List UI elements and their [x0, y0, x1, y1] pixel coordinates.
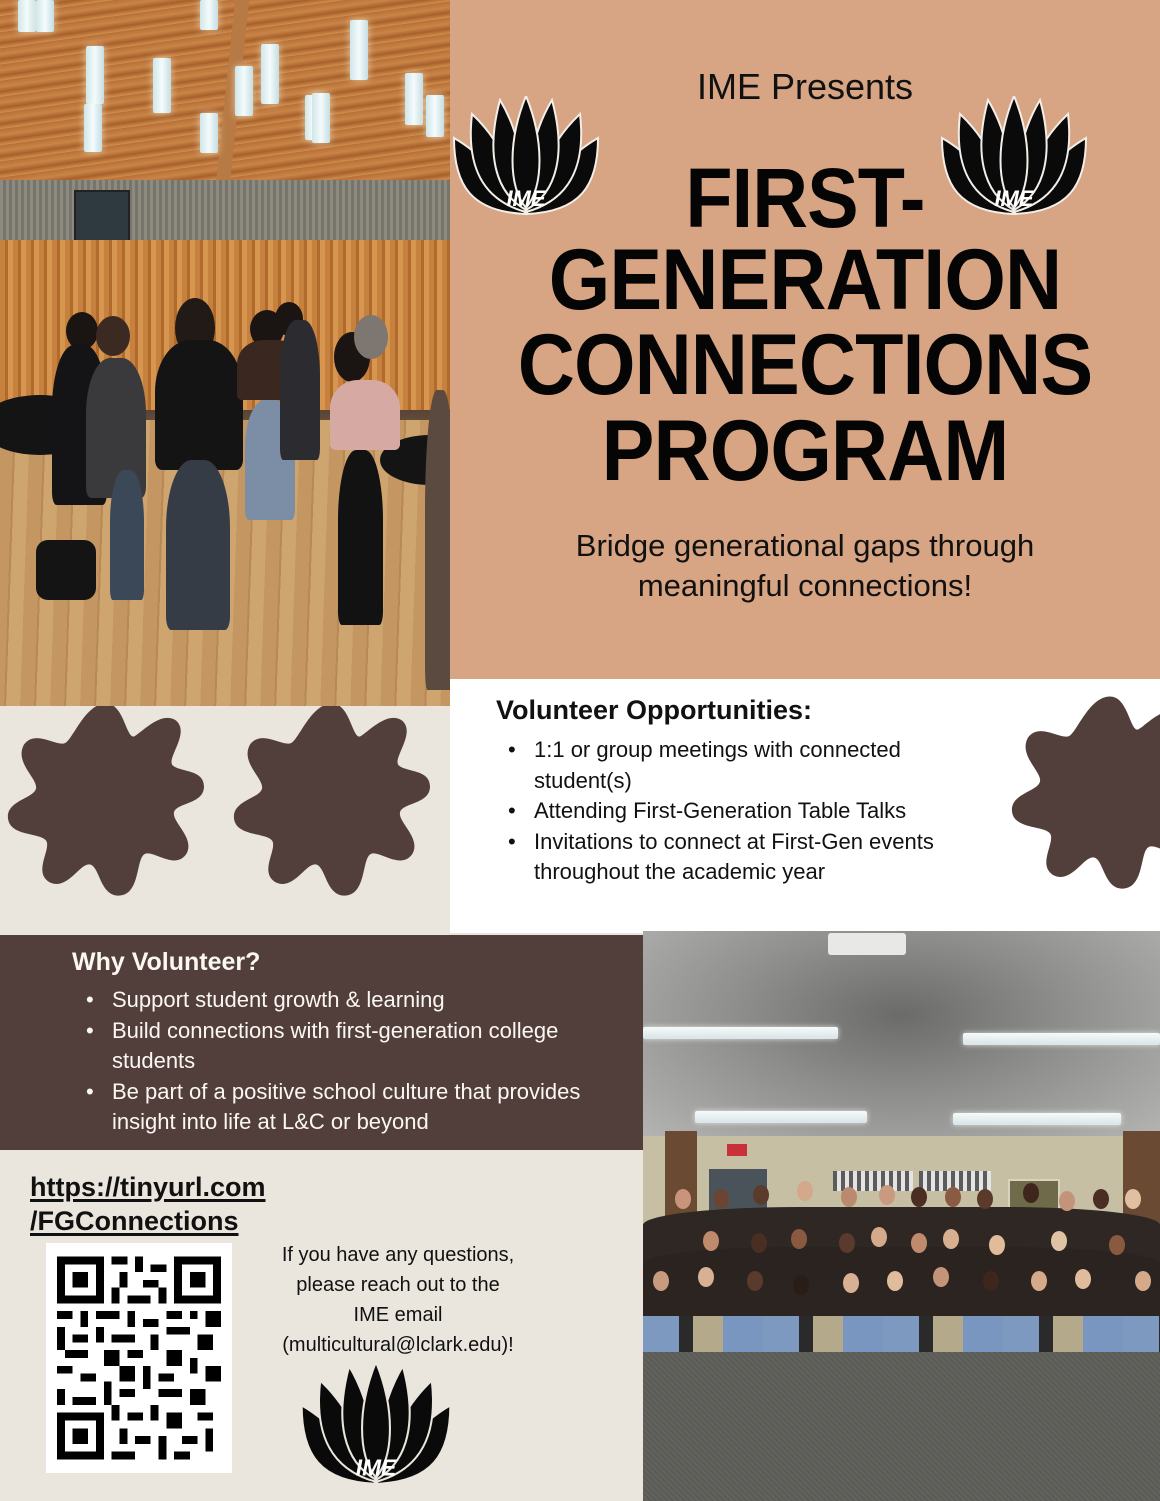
contact-email[interactable]: (multicultural@lclark.edu)!: [282, 1334, 514, 1356]
contact-section: [0, 1150, 643, 1501]
event-photo: [0, 0, 450, 706]
list-item: • 1:1 or group meetings with connected student(s): [508, 735, 968, 796]
list-item: • Support student growth & learning: [86, 985, 626, 1016]
flower-shape-icon: [1010, 689, 1160, 894]
url-line-2: /FGConnections: [30, 1206, 239, 1236]
window: [74, 190, 130, 242]
reasons-list: [86, 985, 626, 1138]
flower-shape-icon: [232, 706, 432, 901]
presenter-label: IME Presents: [696, 66, 914, 107]
url-line-1: https://tinyurl.com: [30, 1172, 266, 1202]
flower-shape-icon: [6, 706, 206, 901]
list-item: • Invitations to connect at First-Gen events throughout the academic year: [508, 827, 968, 888]
signup-link[interactable]: [30, 1170, 266, 1238]
hero-panel: [450, 0, 1160, 679]
tagline-line-2: meaningful connections!: [637, 568, 973, 604]
list-item: • Attending First-Generation Table Talks: [508, 796, 908, 827]
why-volunteer-section: [0, 935, 643, 1150]
svg-text:IME: IME: [506, 186, 546, 211]
title-line-2: GENERATION: [548, 232, 1062, 328]
contact-line-2: please reach out to the: [296, 1274, 500, 1296]
projector: [828, 933, 906, 955]
volunteer-opportunities-section: [450, 679, 1160, 933]
svg-text:IME: IME: [355, 1454, 397, 1481]
svg-text:IME: IME: [994, 186, 1034, 211]
opportunities-list: [508, 735, 968, 888]
decorative-flower-panel: [0, 706, 450, 933]
curtain: [0, 180, 450, 245]
exit-sign: [727, 1144, 747, 1156]
tagline: [450, 526, 1160, 607]
list-item: • Build connections with first-generation college students: [86, 1016, 566, 1077]
list-item: • Be part of a positive school culture that provides insight into life at L&C or beyond: [86, 1077, 606, 1138]
section-heading: Why Volunteer?: [72, 948, 261, 976]
group-photo: [643, 931, 1160, 1501]
contact-line-3: IME email: [353, 1304, 443, 1326]
section-heading: Volunteer Opportunities:: [496, 695, 812, 725]
title-line-1: FIRST-: [685, 151, 925, 245]
title-line-3: CONNECTIONS: [517, 317, 1093, 413]
contact-line-1: If you have any questions,: [281, 1244, 515, 1266]
title-line-4: PROGRAM: [601, 403, 1009, 499]
qr-code-icon: [57, 1255, 221, 1461]
contact-message: [248, 1240, 548, 1360]
ime-lotus-logo-bottom: [299, 1362, 453, 1488]
tagline-line-1: Bridge generational gaps through: [575, 528, 1035, 563]
qr-code[interactable]: [46, 1243, 232, 1473]
